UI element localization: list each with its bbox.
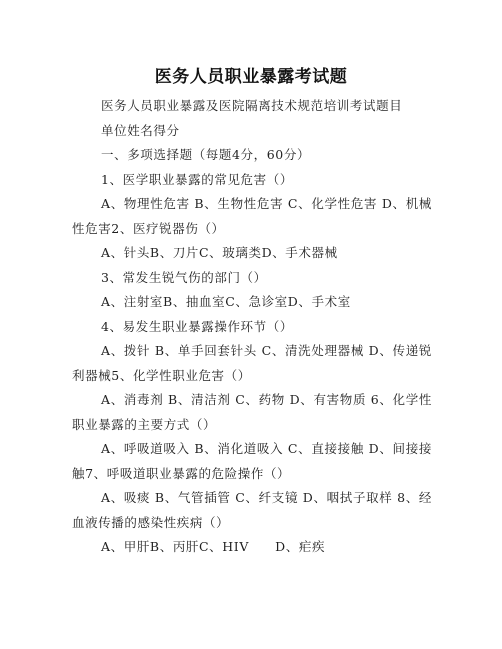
subtitle-paragraph: 医务人员职业暴露及医院隔离技术规范培训考试题目 [101,98,403,113]
options-1-question-2: A、物理性危害 B、生物性危害 C、化学性危害 D、机械性危害2、医疗锐器伤（） [72,196,432,236]
question-1: 1、医学职业暴露的常见危害（） [101,171,293,187]
options-5-question-6: A、消毒剂 B、清洁剂 C、药物 D、有害物质 6、化学性职业暴露的主要方式（） [72,392,432,432]
options-3: A、注射室B、抽血室C、急诊室D、手术室 [101,294,351,309]
question-3: 3、常发生锐气伤的部门（） [101,269,267,285]
options-6-question-7: A、呼吸道吸入 B、消化道吸入 C、直接接触 D、间接接触7、呼吸道职业暴露的危险操作（） [72,441,432,481]
options-2: A、针头B、刀片C、玻璃类D、手术器械 [101,245,338,260]
options-8: A、甲肝B、丙肝C、HIV D、疟疾 [101,539,326,554]
section-heading: 一、多项选择题（每题4分，60分） [101,147,311,162]
options-7-question-8: A、吸痰 B、气管插管 C、纤支镜 D、咽拭子取样 8、经血液传播的感染性疾病（） [72,490,432,530]
document-body [72,94,432,560]
document-title: 医务人员职业暴露考试题 [154,67,348,87]
options-4-question-5: A、拨针 B、单手回套针头 C、清洗处理器械 D、传递锐利器械5、化学性职业危害（） [72,343,432,383]
name-score-line: 单位姓名得分 [101,122,180,138]
question-4: 4、易发生职业暴露操作环节（） [101,318,293,334]
